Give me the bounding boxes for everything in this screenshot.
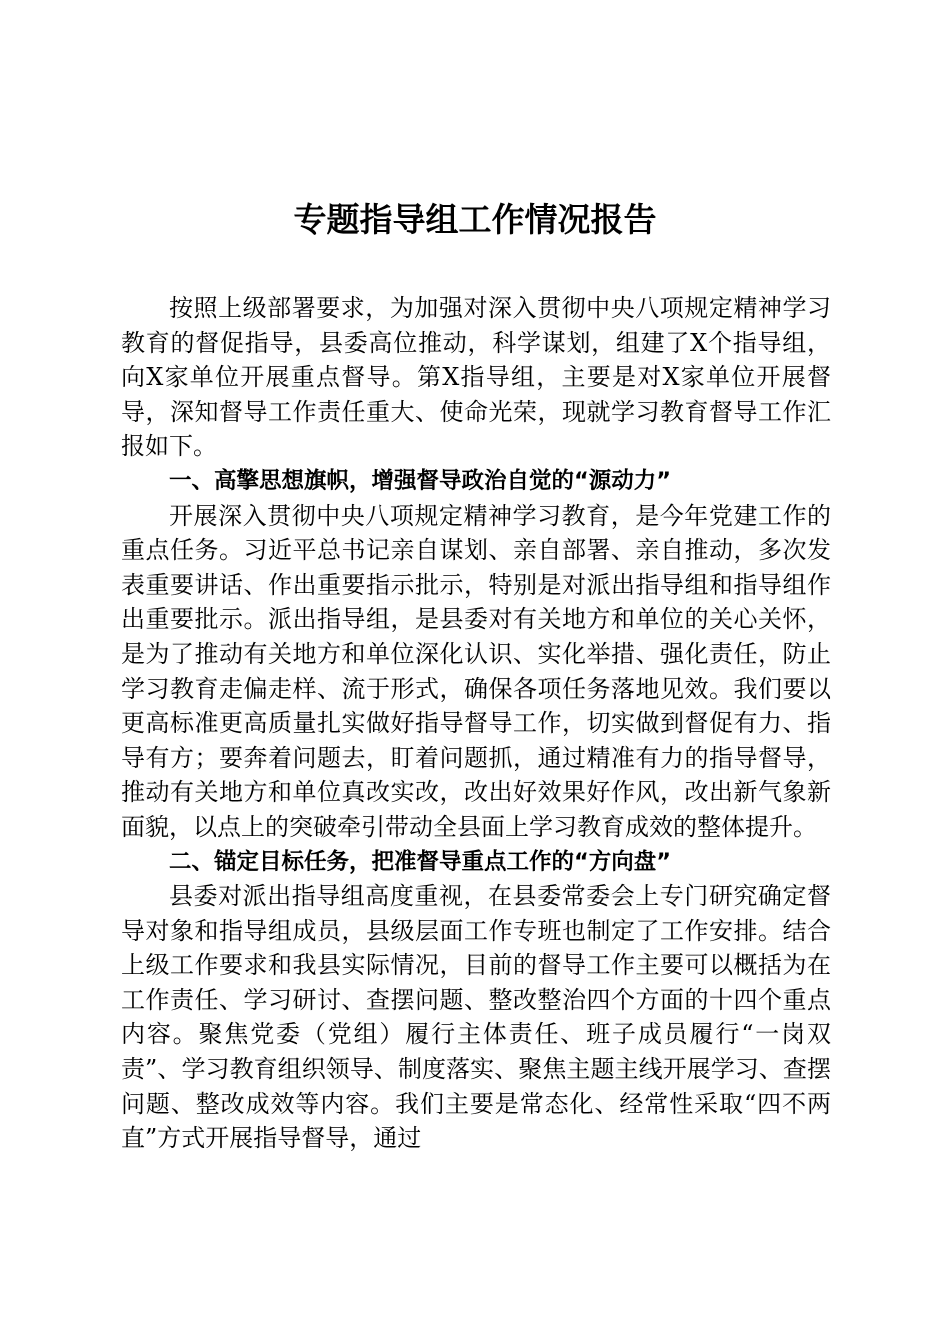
section-heading-1: 一、高擎思想旗帜，增强督导政治自觉的“源动力” [169,467,672,494]
section-2-paragraph: 县委对派出指导组高度重视，在县委常委会上专门研究确定督导对象和指导组成员，县级层面工作专班也制定了工作安排。结合上级工作要求和我县实际情况，目前的督导工作主要可以概括为在工作责任、学习研讨、查摆问题、整改整治四个方面的十四个重点内容。聚焦党委（党组）履行主体责任、班子成员履行“一岗双责”、学习教育组织领导、制度落实、聚焦主题主线开展学习、查摆问题、整改成效等内容。我们主要是常态化、经常性采取“四不两直”方式开展指导督导，通过 [121,882,831,1153]
document-body [121,291,831,1156]
document-title: 专题指导组工作情况报告 [293,200,657,239]
section-heading-2: 二、锚定目标任务，把准督导重点工作的“方向盘” [169,848,672,875]
intro-paragraph: 按照上级部署要求，为加强对深入贯彻中央八项规定精神学习教育的督促指导，县委高位推动，科学谋划，组建了X个指导组，向X家单位开展重点督导。第X指导组，主要是对X家单位开展督导，深知督导工作责任重大、使命光荣，现就学习教育督导工作汇报如下。 [121,294,831,461]
section-1-paragraph: 开展深入贯彻中央八项规定精神学习教育，是今年党建工作的重点任务。习近平总书记亲自谋划、亲自部署、亲自推动，多次发表重要讲话、作出重要指示批示，特别是对派出指导组和指导组作出重要批示。派出指导组，是县委对有关地方和单位的关心关怀，是为了推动有关地方和单位深化认识、实化举措、强化责任，防止学习教育走偏走样、流于形式，确保各项任务落地见效。我们要以更高标准更高质量扎实做好指导督导工作，切实做到督促有力、指导有方；要奔着问题去，盯着问题抓，通过精准有力的指导督导，推动有关地方和单位真改实改，改出好效果好作风，改出新气象新面貌，以点上的突破牵引带动全县面上学习教育成效的整体提升。 [121,501,831,841]
